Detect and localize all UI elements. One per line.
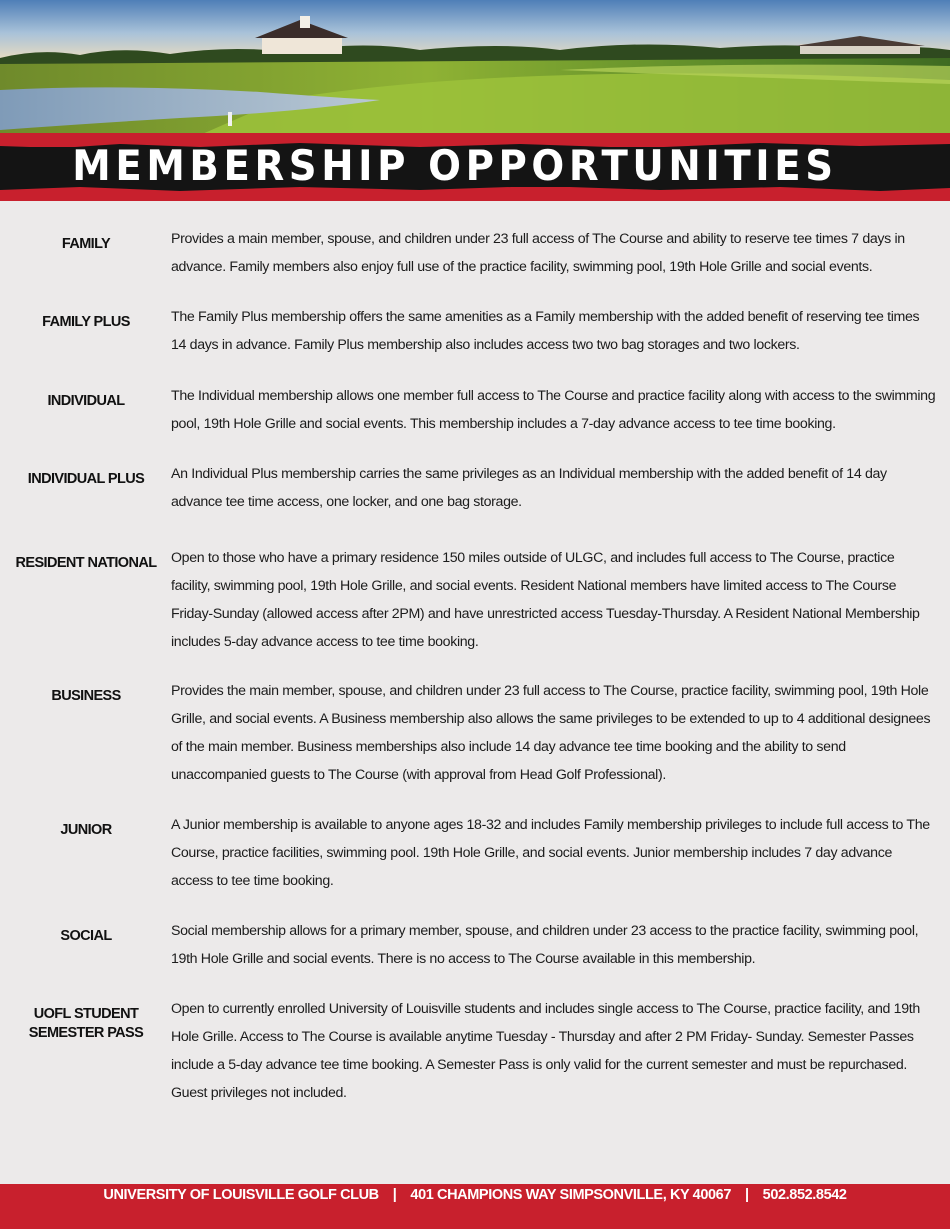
footer-separator: | [392,1187,397,1203]
membership-description: The Family Plus membership offers the same amenities as a Family membership with the added benefit of reserving tee times 14 days in advance. Family Plus membership also includes access two two bag storages and two lockers. [171,309,920,353]
footer-contact-line [0,1184,950,1206]
footer-separator: | [745,1187,749,1203]
header-photo [0,0,950,135]
membership-label: UOFL STUDENT SEMESTER PASS [28,1006,144,1041]
membership-description: Provides the main member, spouse, and children under 23 full access to The Course, practice facility, swimming pool, 19th Hole Grille, and social events. A Business membership also allows the same privileges to be extended to up to 4 additional designees of the main member. Business memberships also include 14 day advance tee time booking and the ability to send unaccompanied guests to The Course (with approval from Head Golf Professional). [171,683,931,783]
membership-description: A Junior membership is available to anyone ages 18-32 and includes Family membership privileges to include full access to The Course, practice facilities, swimming pool. 19th Hole Grille, and social events. Junior membership includes 7 day advance access to tee time booking. [171,817,930,889]
membership-label: FAMILY [61,236,111,252]
membership-label: JUNIOR [60,822,112,838]
membership-label: RESIDENT NATIONAL [15,555,157,571]
page-title: MEMBERSHIP OPPORTUNITIES [72,141,838,190]
footer-phone: 502.852.8542 [762,1187,847,1203]
membership-description: Open to those who have a primary residence 150 miles outside of ULGC, and includes full access to The Course, practice facility, swimming pool, 19th Hole Grille, and social events. Resident National members have limited access to The Course Friday-Sunday (allowed access after 2PM) and have unrestricted access Tuesday-Thursday. A Resident National Membership includes 5-day advance access to tee time booking. [171,550,920,650]
membership-description: The Individual membership allows one member full access to The Course and practice facility along with access to the swimming pool, 19th Hole Grille and social events. This membership includes a 7-day advance access to tee time booking. [171,388,936,432]
membership-label: INDIVIDUAL PLUS [27,471,145,487]
footer-bar [0,1184,950,1229]
membership-label: FAMILY PLUS [42,314,130,330]
footer-address: 401 CHAMPIONS WAY SIMPSONVILLE, KY 40067 [410,1187,731,1203]
membership-description: Provides a main member, spouse, and children under 23 full access of The Course and ability to reserve tee times 7 days in advance. Family members also enjoy full use of the practice facility, swimming pool, 19th Hole Grille and social events. [171,231,905,275]
membership-description: Social membership allows for a primary member, spouse, and children under 23 access to the practice facility, swimming pool, 19th Hole Grille and social events. There is no access to The Course available in this membership. [171,923,919,967]
membership-description: An Individual Plus membership carries the same privileges as an Individual membership with the added benefit of 14 day advance tee time access, one locker, and one bag storage. [171,466,887,510]
membership-description: Open to currently enrolled University of Louisville students and includes single access to The Course, practice facility, and 19th Hole Grille. Access to The Course is available anytime Tuesday - Thursday and after 2 PM Friday- Sunday. Semester Passes include a 5-day advance tee time booking. A Semester Pass is only valid for the current semester and must be repurchased. Guest privileges not included. [171,1001,920,1101]
title-banner [0,133,950,201]
membership-label: INDIVIDUAL [47,393,125,409]
footer-club-name: UNIVERSITY OF LOUISVILLE GOLF CLUB [103,1187,379,1203]
membership-label: BUSINESS [51,688,121,704]
membership-label: SOCIAL [60,928,112,944]
